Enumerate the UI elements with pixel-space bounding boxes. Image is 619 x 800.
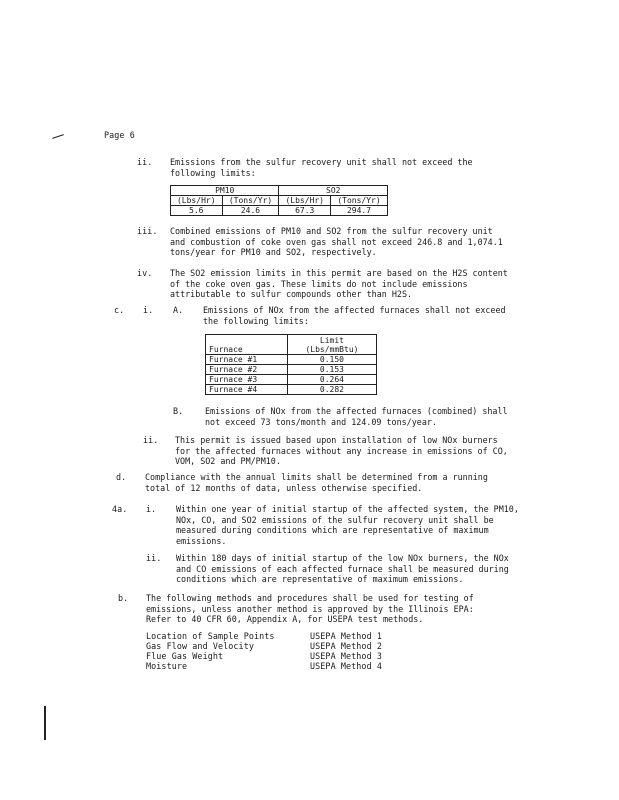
item-b-letter: b. (118, 593, 129, 603)
method-ref: USEPA Method 2 (310, 641, 382, 651)
item-c-ii-text: This permit is issued based upon installation of low NOx burners for the affected furnaces without any increase in emissions of CO, VOM, SO2 and PM/PM10. (175, 435, 508, 466)
furnace-name-cell: Furnace #1 (206, 355, 288, 365)
method-name: Moisture (146, 661, 188, 671)
furnace-name-cell: Furnace #3 (206, 375, 288, 385)
furnace-limit-cell: 0.282 (287, 385, 376, 395)
value-cell: 5.6 (171, 206, 223, 216)
item-4a-letter: 4a. (112, 504, 128, 514)
item-iv-number: iv. (137, 268, 153, 278)
furnace-limit-cell: 0.264 (287, 375, 376, 385)
item-c-ii-number: ii. (143, 435, 159, 445)
unit-cell: (Tons/Yr) (331, 196, 388, 206)
method-ref: USEPA Method 4 (310, 661, 382, 671)
item-4a-ii-text: Within 180 days of initial startup of the low NOx burners, the NOx and CO emissions of each affected furnace shall be measured during conditions which are representative of maximum emissions. (176, 553, 509, 584)
limit-header: Limit (Lbs/mmBtu) (287, 335, 376, 355)
value-cell: 294.7 (331, 206, 388, 216)
margin-mark-left (44, 706, 46, 740)
unit-cell: (Lbs/Hr) (279, 196, 331, 206)
item-4a-ii-number: ii. (146, 553, 162, 563)
furnace-name-cell: Furnace #2 (206, 365, 288, 375)
method-name: Flue Gas Weight (146, 651, 224, 661)
item-c-text: Emissions of NOx from the affected furnaces shall not exceed the following limits: (203, 305, 506, 326)
so2-header: SO2 (279, 186, 388, 196)
item-4a-i-number: i. (146, 504, 157, 514)
sulfur-recovery-limits-table (170, 185, 388, 216)
item-iii-number: iii. (137, 226, 158, 236)
value-cell: 67.3 (279, 206, 331, 216)
margin-mark (52, 134, 64, 139)
item-c-sub-b: B. (173, 406, 184, 416)
method-ref: USEPA Method 1 (310, 631, 382, 641)
item-iii-text: Combined emissions of PM10 and SO2 from the sulfur recovery unit and combustion of coke oven gas shall not exceed 246.8 and 1,074.1 tons/year for PM10 and SO2, respectively. (170, 226, 503, 257)
method-name: Gas Flow and Velocity (146, 641, 254, 651)
value-cell: 24.6 (222, 206, 279, 216)
pm10-header: PM10 (171, 186, 279, 196)
furnace-header: Furnace (206, 335, 288, 355)
item-b-text: The following methods and procedures shall be used for testing of emissions, unless another method is approved by the Illinois EPA: Refer to 40 CFR 60, Appendix A, for USEPA test methods. (146, 593, 474, 624)
item-iv-text: The SO2 emission limits in this permit are based on the H2S content of the coke oven gas. These limits do not include emissions attributable to sulfur compounds other than H2S. (170, 268, 508, 299)
furnace-nox-limits-table (205, 334, 377, 395)
furnace-limit-cell: 0.150 (287, 355, 376, 365)
item-c-sub-a: A. (173, 305, 184, 315)
item-d-text: Compliance with the annual limits shall be determined from a running total of 12 months of data, unless otherwise specified. (145, 472, 488, 493)
item-c-text-b: Emissions of NOx from the affected furnaces (combined) shall not exceed 73 tons/month and 124.09 tons/year. (205, 406, 508, 427)
method-ref: USEPA Method 3 (310, 651, 382, 661)
furnace-limit-cell: 0.153 (287, 365, 376, 375)
item-c-letter: c. (114, 305, 125, 315)
item-ii-number: ii. (137, 157, 153, 167)
item-d-letter: d. (116, 472, 127, 482)
unit-cell: (Tons/Yr) (222, 196, 279, 206)
item-4a-i-text: Within one year of initial startup of the affected system, the PM10, NOx, CO, and SO2 emissions of the sulfur recovery unit shall be measured during conditions which are representative of maximum emissions. (176, 504, 519, 546)
page-label: Page 6 (104, 130, 135, 140)
furnace-name-cell: Furnace #4 (206, 385, 288, 395)
item-c-number: i. (143, 305, 154, 315)
item-ii-text: Emissions from the sulfur recovery unit shall not exceed the following limits: (170, 157, 473, 178)
unit-cell: (Lbs/Hr) (171, 196, 223, 206)
method-name: Location of Sample Points (146, 631, 275, 641)
